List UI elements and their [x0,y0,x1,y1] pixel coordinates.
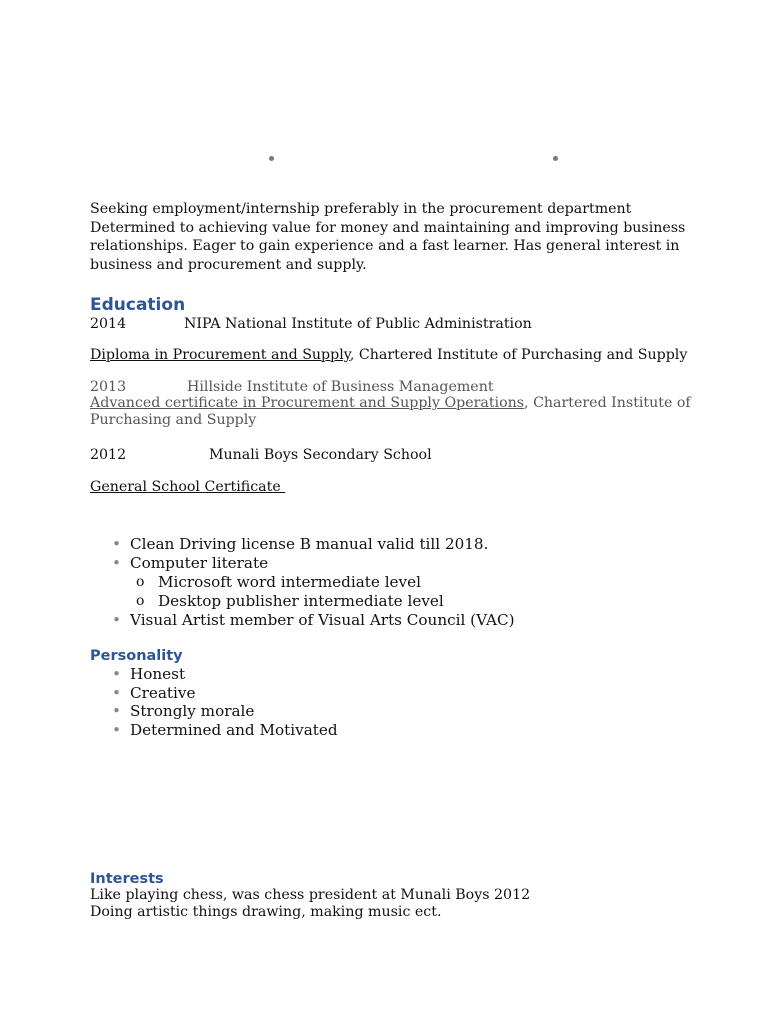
bullet: • [112,610,121,629]
interests-line: Doing artistic things drawing, making music ect. [90,904,442,920]
objective-line: relationships. Eager to gain experience and a fast learner. Has general interest in [90,238,680,254]
list-item: o Desktop publisher intermediate level [136,592,444,610]
skills-list [90,535,710,629]
education-awarding-body: Purchasing and Supply [90,411,257,428]
education-year: 2013 [90,379,127,395]
bullet: • [112,702,121,720]
bullet: • [112,535,121,553]
objective-paragraph [90,200,700,274]
education-heading: Education [90,295,186,315]
bullet: • [112,720,121,739]
personality-list [90,665,490,739]
header-dot-left [269,156,274,161]
objective-line: Seeking employment/internship preferably in the procurement department [90,201,632,217]
list-item: o Microsoft word intermediate level [136,572,421,591]
sub-bullet: o [136,573,145,590]
bullet: • [112,683,121,702]
education-qualification: Advanced certificate in Procurement and Supply Operations [90,395,525,411]
header-dot-right [553,156,558,161]
list-item: • Clean Driving license B manual valid till 2018. [112,535,489,553]
personality-heading: Personality [90,648,183,664]
computer-sub-list [90,573,710,611]
interests-paragraph [90,887,530,921]
education-qualification-line [90,395,690,428]
list-item: • Creative [112,683,196,702]
bullet: • [112,553,121,572]
education-year: 2012 [90,447,127,463]
interests-line: Like playing chess, was chess president at Munali Boys 2012 [90,887,531,903]
education-awarding-body: , Chartered Institute of [524,395,691,411]
sub-bullet: o [136,593,145,609]
interests-heading: Interests [90,871,164,887]
list-item: • Strongly morale [112,702,255,720]
objective-line: Determined to achieving value for money and maintaining and improving business [90,219,686,236]
education-qualification: Diploma in Procurement and Supply [90,347,350,363]
education-school: Munali Boys Secondary School [209,447,432,463]
list-item: • Honest [112,665,186,683]
education-qualification: General School Certificate [90,479,286,495]
list-item: • Determined and Motivated [112,720,338,739]
education-year: 2014 [90,316,127,332]
education-school: NIPA National Institute of Public Administration [184,316,532,332]
list-item: • Computer literate o Microsoft word intermediate level o Desktop publisher intermediate level [90,554,710,611]
education-qualification-line [90,346,687,365]
list-item: • Visual Artist member of Visual Arts Council (VAC) [112,610,515,629]
objective-line: business and procurement and supply. [90,256,367,273]
bullet: • [112,665,121,683]
education-awarding-body: , Chartered Institute of Purchasing and Supply [349,347,688,363]
education-school: Hillside Institute of Business Management [187,379,494,395]
